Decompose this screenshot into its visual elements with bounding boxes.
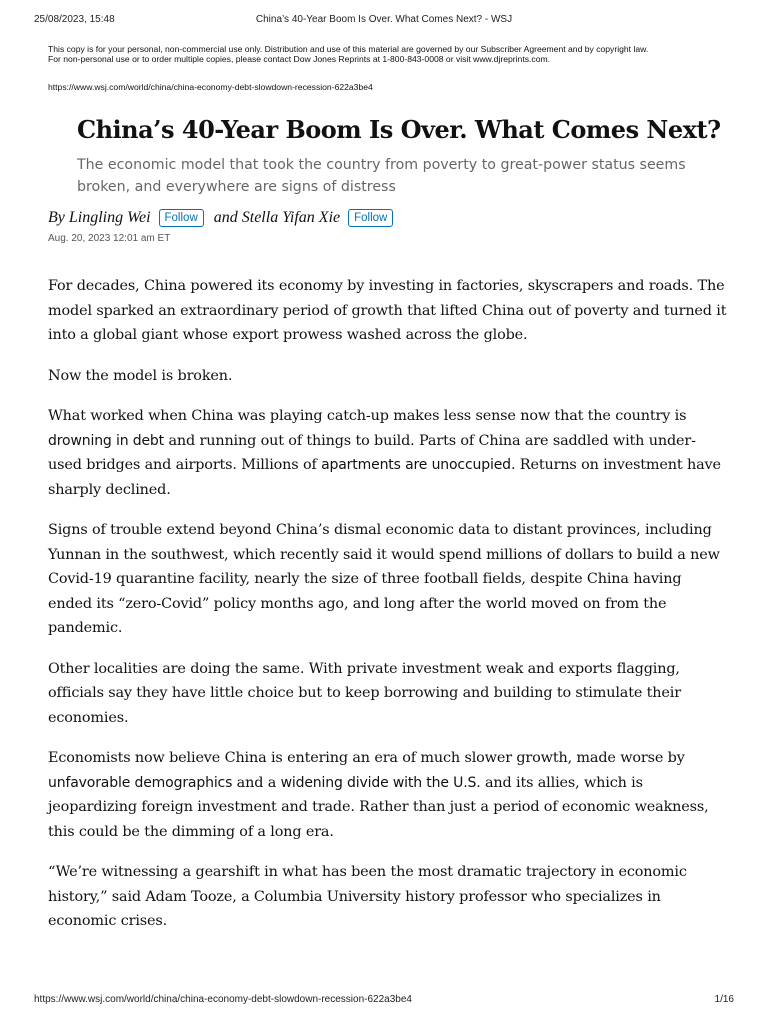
- print-header: [34, 14, 734, 28]
- copyright-notice: [48, 44, 720, 64]
- author-lingling-wei[interactable]: Lingling Wei: [68, 209, 151, 226]
- print-footer: [34, 994, 734, 1008]
- paragraph-3-text-b: and running out of things to build. Parts of China are saddled with under-used bridges and airports. Millions of: [48, 432, 696, 473]
- notice-line-2: For non-personal use or to order multiple copies, please contact Dow Jones Reprints at 1-800-843-0008 or visit www.djreprints.com.: [48, 54, 551, 64]
- paragraph-6-text-b: and a: [232, 774, 281, 791]
- paragraph-3-text-a: What worked when China was playing catch-up makes less sense now that the country is: [48, 408, 687, 424]
- article-body: [48, 274, 728, 950]
- paragraph-3: [48, 404, 728, 502]
- paragraph-6-text-a: Economists now believe China is entering an era of much slower growth, made worse by: [48, 750, 685, 766]
- print-datetime: 25/08/2023, 15:48: [34, 14, 115, 25]
- paragraph-7: “We’re witnessing a gearshift in what has been the most dramatic trajectory in economic history,” said Adam Tooze, a Columbia University history professor who specializes in economic crises.: [48, 864, 687, 929]
- headline: China’s 40-Year Boom Is Over. What Comes Next?: [77, 115, 721, 144]
- link-drowning-in-debt[interactable]: drowning in debt: [48, 432, 165, 449]
- notice-line-1: This copy is for your personal, non-commercial use only. Distribution and use of this material are governed by our Subscriber Agreement and by copyright law.: [48, 44, 649, 54]
- link-apartments-unoccupied[interactable]: apartments are unoccupied: [321, 457, 511, 473]
- footer-url: https://www.wsj.com/world/china/china-economy-debt-slowdown-recession-622a3be4: [34, 994, 412, 1005]
- paragraph-2: Now the model is broken.: [48, 367, 233, 384]
- paragraph-6-text-c: and its allies, which is jeopardizing foreign investment and trade. Rather than just a period of economic weakness, this could be the dimming of a long era.: [48, 774, 709, 840]
- byline-prefix: By: [48, 209, 65, 226]
- dek-subheadline: The economic model that took the country from poverty to great-power status seems broken, and everywhere are signs of distress: [77, 157, 686, 195]
- byline-conjunction: and: [213, 209, 238, 226]
- article-url[interactable]: https://www.wsj.com/world/china/china-economy-debt-slowdown-recession-622a3be4: [48, 82, 373, 92]
- page-number: 1/16: [714, 994, 734, 1005]
- publish-date: Aug. 20, 2023 12:01 am ET: [48, 233, 171, 244]
- follow-button-author-1[interactable]: Follow: [159, 209, 204, 227]
- paragraph-4: Signs of trouble extend beyond China’s dismal economic data to distant provinces, including Yunnan in the southwest, which recently said it would spend millions of dollars to build a new Covid-19 quarantine facility, nearly the size of three football fields, despite China having ended its “zero-Covid” policy months ago, and long after the world moved on from the pandemic.: [48, 522, 720, 636]
- paragraph-3-text-c: . Returns on investment have sharply declined.: [48, 457, 721, 498]
- byline: [48, 205, 403, 231]
- print-page-title: China’s 40-Year Boom Is Over. What Comes Next? - WSJ: [255, 14, 513, 25]
- paragraph-1: For decades, China powered its economy by investing in factories, skyscrapers and roads. The model sparked an extraordinary period of growth that lifted China out of poverty and turned it into a global giant whose export prowess washed across the globe.: [48, 278, 727, 343]
- link-unfavorable-demographics[interactable]: unfavorable demographics: [48, 774, 233, 791]
- author-stella-yifan-xie[interactable]: Stella Yifan Xie: [241, 209, 341, 226]
- paragraph-6: [48, 746, 728, 844]
- follow-button-author-2[interactable]: Follow: [348, 209, 393, 227]
- link-widening-divide[interactable]: widening divide with the U.S.: [280, 774, 481, 791]
- paragraph-5: Other localities are doing the same. With private investment weak and exports flagging, officials say they have little choice but to keep borrowing and building to stimulate their economies.: [48, 660, 681, 726]
